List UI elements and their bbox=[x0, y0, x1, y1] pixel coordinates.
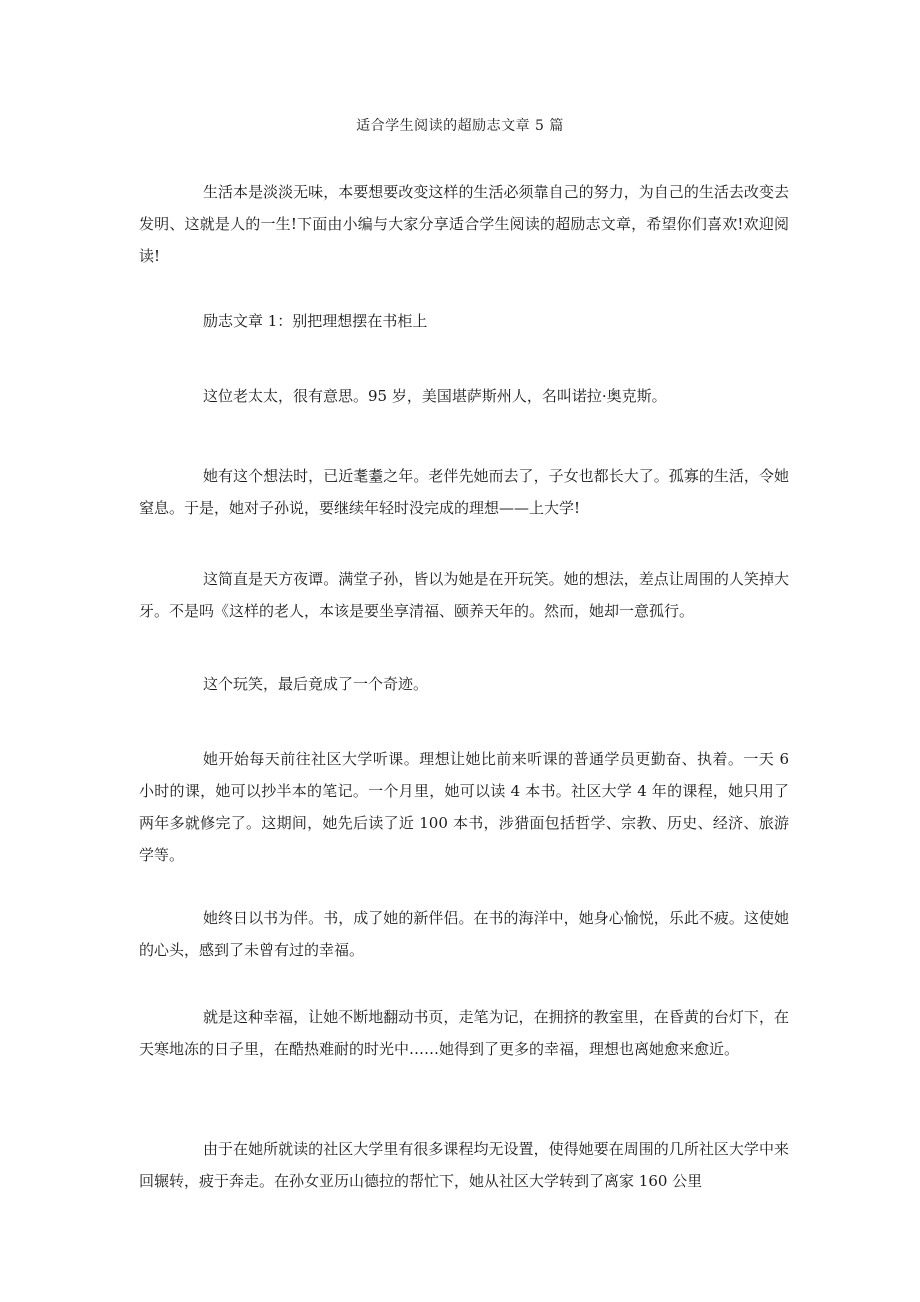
body-paragraph: 这简直是天方夜谭。满堂子孙，皆以为她是在开玩笑。她的想法，差点让周围的人笑掉大牙。不是吗《这样的老人，本该是要坐享清福、颐养天年的。然而，她却一意孤行。 bbox=[139, 570, 789, 620]
body-paragraph: 这位老太太，很有意思。95 岁，美国堪萨斯州人，名叫诺拉·奥克斯。 bbox=[203, 387, 667, 405]
document-title: 适合学生阅读的超励志文章 5 篇 bbox=[356, 118, 564, 134]
body-paragraph: 由于在她所就读的社区大学里有很多课程均无设置，使得她要在周围的几所社区大学中来回辗转，疲于奔走。在孙女亚历山德拉的帮忙下，她从社区大学转到了离家 160 公里 bbox=[139, 1140, 789, 1190]
body-paragraph: 她终日以书为伴。书，成了她的新伴侣。在书的海洋中，她身心愉悦，乐此不疲。这使她的心头，感到了未曾有过的幸福。 bbox=[139, 909, 789, 959]
intro-paragraph: 生活本是淡淡无味，本要想要改变这样的生活必须靠自己的努力，为自己的生活去改变去发明、这就是人的一生!下面由小编与大家分享适合学生阅读的超励志文章，希望你们喜欢!欢迎阅读! bbox=[139, 183, 789, 265]
body-paragraph: 这个玩笑，最后竟成了一个奇迹。 bbox=[203, 675, 429, 693]
body-paragraph: 就是这种幸福，让她不断地翻动书页，走笔为记，在拥挤的教室里，在昏黄的台灯下，在天寒地冻的日子里，在酷热难耐的时光中……她得到了更多的幸福，理想也离她愈来愈近。 bbox=[139, 1008, 789, 1058]
body-paragraph: 她有这个想法时，已近耄耋之年。老伴先她而去了，子女也都长大了。孤寡的生活，令她窒息。于是，她对子孙说，要继续年轻时没完成的理想——上大学! bbox=[139, 467, 789, 517]
article-heading: 励志文章 1：别把理想摆在书柜上 bbox=[203, 312, 428, 330]
body-paragraph: 她开始每天前往社区大学听课。理想让她比前来听课的普通学员更勤奋、执着。一天 6 小时的课，她可以抄半本的笔记。一个月里，她可以读 4 本书。社区大学 4 年的课程，她只用了两年多就修完了。这期间，她先后读了近 100 本书，涉猎面包括哲学、宗教、历史、经济、旅游学等。 bbox=[139, 750, 789, 864]
